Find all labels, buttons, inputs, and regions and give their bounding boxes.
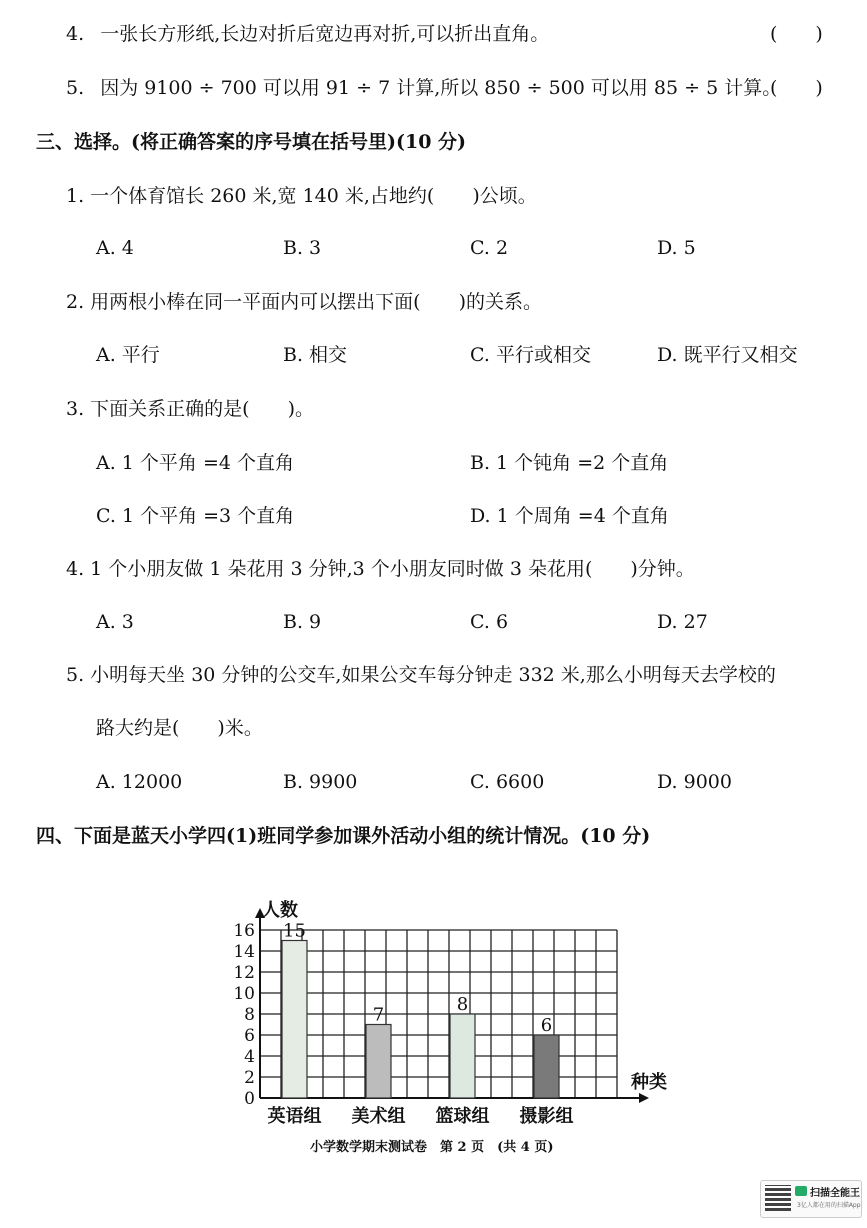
bar — [366, 1025, 391, 1099]
option-c[interactable]: C. 平行或相交 — [470, 344, 591, 366]
y-tick-label: 0 — [244, 1089, 255, 1109]
item-text: 一张长方形纸,长边对折后宽边再对折,可以折出直角。 — [100, 23, 550, 45]
bar — [534, 1035, 559, 1098]
y-tick-label: 4 — [244, 1047, 255, 1067]
option-a[interactable]: A. 1 个平角 =4 个直角 — [96, 452, 295, 474]
option-d[interactable]: D. 既平行又相交 — [657, 344, 798, 366]
watermark-title: 扫描全能王 — [810, 1188, 860, 1199]
question-1-stem: 1. 一个体育馆长 260 米,宽 140 米,占地约( )公顷。 — [66, 185, 537, 207]
option-a[interactable]: A. 12000 — [96, 771, 183, 793]
scanner-watermark — [760, 1180, 862, 1218]
bar-data-label: 8 — [456, 994, 469, 1015]
question-5-stem: 5. 小明每天坐 30 分钟的公交车,如果公交车每分钟走 332 米,那么小明每天去学校的 — [66, 664, 776, 686]
y-tick-label: 6 — [244, 1026, 255, 1046]
x-axis-label: 种类 — [631, 1072, 667, 1093]
answer-paren[interactable]: ( ) — [770, 23, 823, 45]
x-category-label: 英语组 — [267, 1106, 322, 1127]
option-a[interactable]: A. 3 — [96, 611, 134, 633]
option-b[interactable]: B. 9 — [283, 611, 322, 633]
y-tick-label: 10 — [233, 984, 255, 1004]
option-c[interactable]: C. 2 — [470, 237, 509, 259]
bar-data-label: 15 — [283, 920, 306, 942]
y-tick-label: 14 — [233, 942, 255, 962]
y-tick-label: 8 — [244, 1005, 255, 1025]
y-tick-label: 16 — [233, 921, 255, 941]
item-number: 5. — [66, 77, 85, 99]
judgement-item-5 — [66, 76, 781, 100]
section-3-title: 三、选择。(将正确答案的序号填在括号里)(10 分) — [36, 131, 467, 153]
option-d[interactable]: D. 1 个周角 =4 个直角 — [470, 505, 669, 527]
option-b[interactable]: B. 相交 — [283, 344, 348, 366]
item-text: 因为 9100 ÷ 700 可以用 91 ÷ 7 计算,所以 850 ÷ 500 可以用 85 ÷ 5 计算。 — [100, 77, 782, 99]
question-5-stem-continued: 路大约是( )米。 — [96, 717, 263, 739]
question-4-stem: 4. 1 个小朋友做 1 朵花用 3 分钟,3 个小朋友同时做 3 朵花用( )分钟。 — [66, 558, 695, 580]
y-axis-label: 人数 — [262, 900, 298, 921]
y-tick-label: 12 — [233, 963, 255, 983]
page-footer: 小学数学期末测试卷 第 2 页 (共 4 页) — [310, 1140, 554, 1155]
option-c[interactable]: C. 6 — [470, 611, 509, 633]
option-a[interactable]: A. 平行 — [96, 344, 160, 366]
x-category-label: 美术组 — [351, 1106, 406, 1127]
x-category-label: 篮球组 — [435, 1106, 490, 1127]
bar-chart — [220, 868, 690, 1133]
option-b[interactable]: B. 1 个钝角 =2 个直角 — [470, 452, 669, 474]
option-b[interactable]: B. 3 — [283, 237, 322, 259]
bar — [282, 941, 307, 1099]
option-b[interactable]: B. 9900 — [283, 771, 358, 793]
bar-data-label: 7 — [372, 1004, 385, 1026]
item-number: 4. — [66, 23, 85, 45]
question-3-stem: 3. 下面关系正确的是( )。 — [66, 398, 314, 420]
app-logo-icon — [795, 1186, 807, 1196]
y-tick-label: 2 — [244, 1068, 255, 1088]
answer-paren[interactable]: ( ) — [770, 77, 823, 99]
question-2-stem: 2. 用两根小棒在同一平面内可以摆出下面( )的关系。 — [66, 291, 542, 313]
bar-data-label: 6 — [540, 1015, 553, 1036]
option-c[interactable]: C. 6600 — [470, 771, 545, 793]
judgement-item-4 — [66, 22, 549, 46]
option-d[interactable]: D. 5 — [657, 237, 696, 259]
qr-code-icon — [765, 1185, 791, 1211]
x-category-label: 摄影组 — [519, 1106, 574, 1127]
option-d[interactable]: D. 27 — [657, 611, 708, 633]
option-c[interactable]: C. 1 个平角 =3 个直角 — [96, 505, 295, 527]
watermark-subtitle: 3亿人都在用的扫描App — [797, 1202, 861, 1209]
option-d[interactable]: D. 9000 — [657, 771, 732, 793]
x-axis-arrow — [639, 1093, 649, 1103]
bar — [450, 1014, 475, 1098]
option-a[interactable]: A. 4 — [96, 237, 134, 259]
section-4-title: 四、下面是蓝天小学四(1)班同学参加课外活动小组的统计情况。(10 分) — [36, 825, 651, 847]
